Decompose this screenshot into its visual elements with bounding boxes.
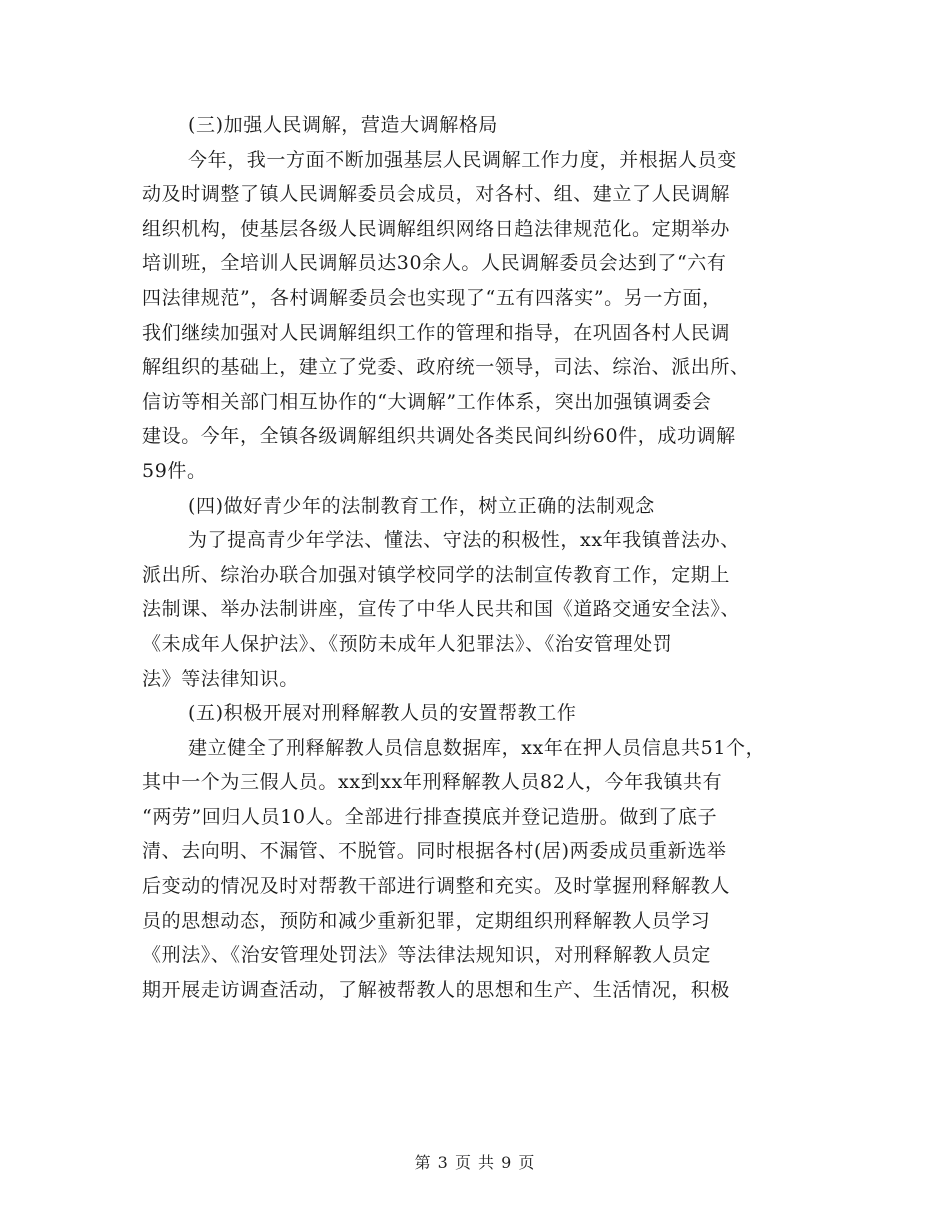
text-line: 《未成年人保护法》、《预防未成年人犯罪法》、《治安管理处罚 bbox=[142, 632, 673, 655]
text-line: (三)加强人民调解，营造大调解格局 bbox=[188, 114, 499, 136]
page-number-footer: 第 3 页 共 9 页 bbox=[414, 1153, 536, 1172]
text-line: 建立健全了刑释解教人员信息数据库，xx年在押人员信息共51个， bbox=[188, 736, 766, 759]
text-line: 今年，我一方面不断加强基层人民调解工作力度，并根据人员变 bbox=[188, 148, 737, 171]
text-line: 四法律规范”，各村调解委员会也实现了“五有四落实”。另一方面， bbox=[142, 286, 722, 309]
text-line: 派出所、综治办联合加强对镇学校同学的法制宣传教育工作，定期上 bbox=[142, 563, 731, 586]
text-line: 信访等相关部门相互协作的“大调解”工作体系，突出加强镇调委会 bbox=[142, 390, 712, 413]
text-line: 为了提高青少年学法、懂法、守法的积极性，xx年我镇普法办、 bbox=[188, 529, 740, 552]
text-line: 员的思想动态，预防和减少重新犯罪，定期组织刑释解教人员学习 bbox=[142, 909, 711, 932]
document-body bbox=[142, 108, 822, 1007]
text-line: (四)做好青少年的法制教育工作，树立正确的法制观念 bbox=[188, 494, 655, 517]
text-line: 建设。今年，全镇各级调解组织共调处各类民间纠纷60件，成功调解 bbox=[142, 425, 736, 448]
text-line: 后变动的情况及时对帮教干部进行调整和充实。及时掌握刑释解教人 bbox=[142, 875, 731, 898]
text-line: “两劳”回归人员10人。全部进行排查摸底并登记造册。做到了底子 bbox=[142, 805, 718, 828]
text-line: 其中一个为三假人员。xx到xx年刑释解教人员82人，今年我镇共有 bbox=[142, 771, 723, 794]
text-line: 我们继续加强对人民调解组织工作的管理和指导，在巩固各村人民调 bbox=[142, 321, 731, 344]
text-line: 清、去向明、不漏管、不脱管。同时根据各村(居)两委成员重新选举 bbox=[142, 840, 727, 863]
text-line: 培训班，全培训人民调解员达30余人。人民调解委员会达到了“六有 bbox=[142, 252, 727, 275]
text-line: 期开展走访调查活动，了解被帮教人的思想和生产、生活情况，积极 bbox=[142, 978, 731, 1001]
text-line: 组织机构，使基层各级人民调解组织网络日趋法律规范化。定期举办 bbox=[142, 217, 731, 240]
text-line: (五)积极开展对刑释解教人员的安置帮教工作 bbox=[188, 702, 577, 725]
text-line: 法制课、举办法制讲座，宣传了中华人民共和国《道路交通安全法》、 bbox=[142, 598, 741, 621]
text-line: 动及时调整了镇人民调解委员会成员，对各村、组、建立了人民调解 bbox=[142, 183, 731, 206]
text-line: 《刑法》、《治安管理处罚法》等法律法规知识，对刑释解教人员定 bbox=[142, 944, 712, 967]
text-line: 法》等法律知识。 bbox=[142, 667, 299, 690]
text-line: 解组织的基础上，建立了党委、政府统一领导，司法、综治、派出所、 bbox=[142, 356, 750, 379]
text-line: 59件。 bbox=[142, 459, 207, 482]
